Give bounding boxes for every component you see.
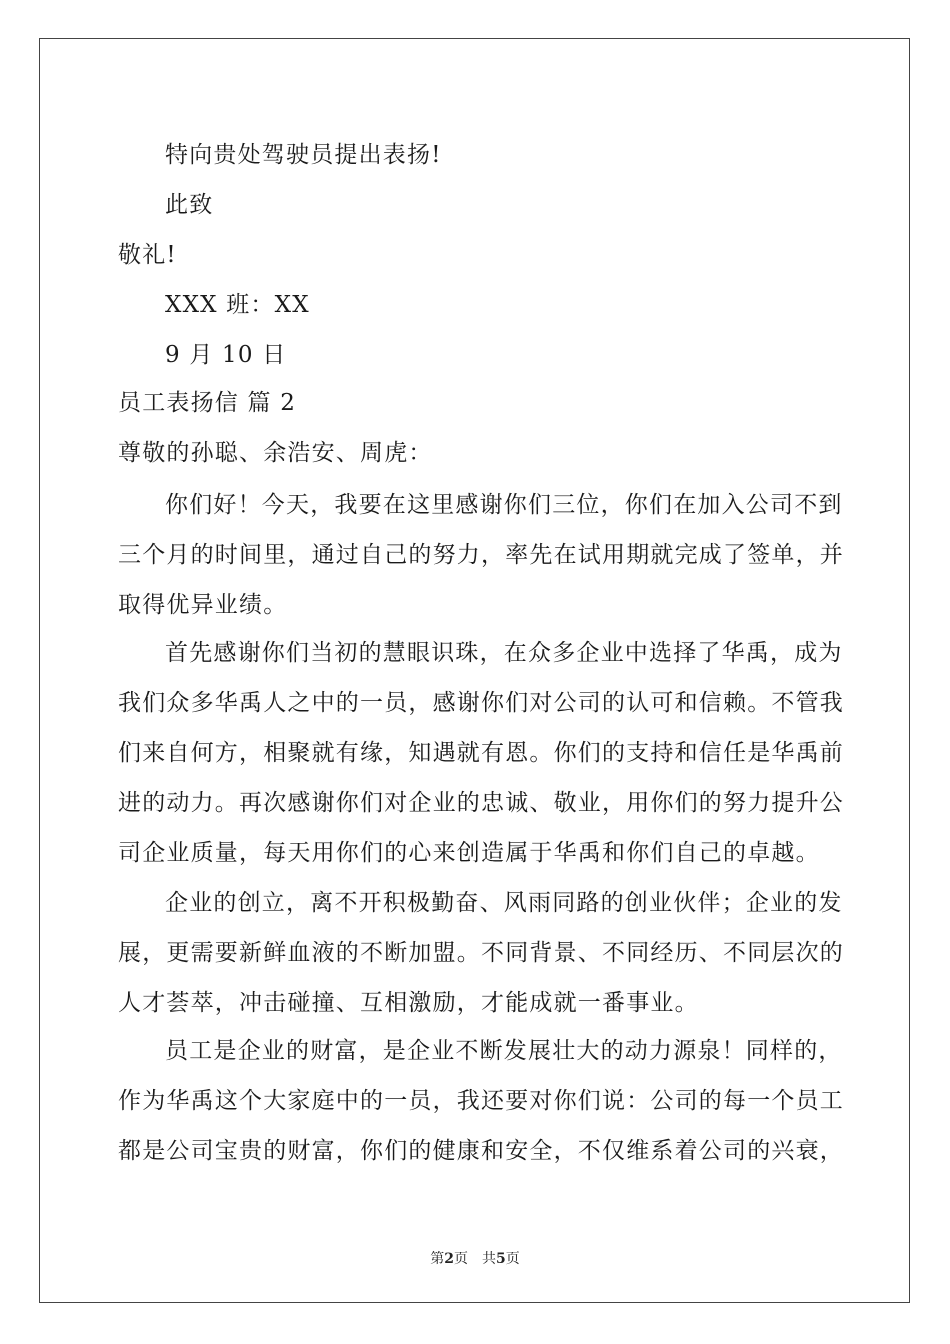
paragraph-line: 作为华禹这个大家庭中的一员，我还要对你们说：公司的每一个员工: [118, 1088, 844, 1114]
closing-line: 特向贵处驾驶员提出表扬!: [165, 142, 442, 168]
paragraph-line: 进的动力。再次感谢你们对企业的忠诚、敬业，用你们的努力提升公: [118, 790, 844, 816]
paragraph-line: 三个月的时间里，通过自己的努力，率先在试用期就完成了签单，并: [118, 542, 844, 568]
paragraph-line: 都是公司宝贵的财富，你们的健康和安全，不仅维系着公司的兴衰，: [118, 1138, 844, 1164]
salutation: 此致: [165, 192, 214, 218]
paragraph-line: 司企业质量，每天用你们的心来创造属于华禹和你们自己的卓越。: [118, 840, 820, 866]
regards: 敬礼!: [118, 242, 177, 268]
paragraph-line: 企业的创立，离不开积极勤奋、风雨同路的创业伙伴；企业的发: [165, 890, 843, 916]
paragraph-line: 取得优异业绩。: [118, 592, 288, 618]
footer-page-number: 2: [444, 1251, 454, 1267]
section-title: 员工表扬信 篇 2: [118, 390, 297, 416]
footer-middle: 页 共: [454, 1251, 496, 1267]
paragraph-line: 你们好！今天，我要在这里感谢你们三位，你们在加入公司不到: [165, 492, 843, 518]
greeting: 尊敬的孙聪、余浩安、周虎：: [118, 440, 433, 466]
paragraph-line: 展，更需要新鲜血液的不断加盟。不同背景、不同经历、不同层次的: [118, 940, 844, 966]
paragraph-line: 人才荟萃，冲击碰撞、互相激励，才能成就一番事业。: [118, 990, 699, 1016]
paragraph-line: 员工是企业的财富，是企业不断发展壮大的动力源泉！同样的，: [165, 1038, 843, 1064]
footer-suffix: 页: [505, 1251, 520, 1267]
signature: XXX 班：XX: [165, 292, 310, 318]
paragraph-line: 们来自何方，相聚就有缘，知遇就有恩。你们的支持和信任是华禹前: [118, 740, 844, 766]
page-footer: [0, 1248, 950, 1268]
paragraph-line: 首先感谢你们当初的慧眼识珠，在众多企业中选择了华禹，成为: [165, 640, 843, 666]
paragraph-line: 我们众多华禹人之中的一员，感谢你们对公司的认可和信赖。不管我: [118, 690, 844, 716]
footer-total-pages: 5: [496, 1251, 506, 1267]
date: 9 月 10 日: [165, 342, 287, 368]
footer-prefix: 第: [430, 1251, 445, 1267]
